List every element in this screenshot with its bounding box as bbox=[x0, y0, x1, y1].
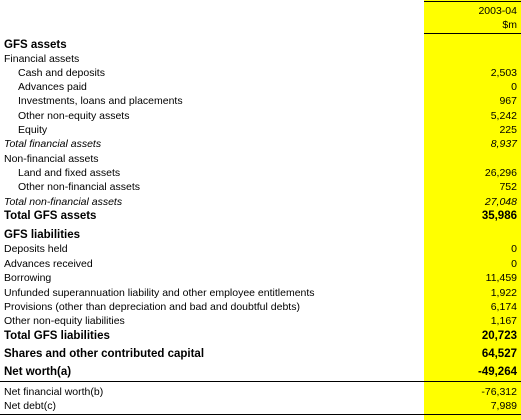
row-value: 26,296 bbox=[484, 167, 517, 179]
table-row bbox=[0, 228, 521, 242]
row-value: 1,167 bbox=[490, 315, 517, 327]
row-label: Other non-equity assets bbox=[18, 110, 130, 122]
table-row bbox=[0, 80, 521, 94]
row-label: Total GFS liabilities bbox=[4, 330, 110, 342]
row-label: Land and fixed assets bbox=[18, 167, 121, 179]
row-label: GFS liabilities bbox=[4, 229, 81, 241]
row-label: GFS assets bbox=[4, 39, 67, 51]
row-value: 967 bbox=[499, 95, 517, 107]
row-value: -76,312 bbox=[481, 386, 517, 398]
header-period-row bbox=[0, 4, 521, 18]
net-worth-separator bbox=[0, 381, 521, 382]
bottom-border-line bbox=[0, 414, 521, 415]
row-label: Advances received bbox=[4, 258, 93, 270]
row-value: 7,989 bbox=[490, 400, 517, 412]
row-value: 752 bbox=[499, 181, 517, 193]
table-row bbox=[0, 399, 521, 413]
table-row bbox=[0, 300, 521, 314]
row-value: -49,264 bbox=[477, 366, 517, 378]
table-row bbox=[0, 38, 521, 52]
table-row bbox=[0, 286, 521, 300]
table-row bbox=[0, 94, 521, 108]
row-label: Total GFS assets bbox=[4, 210, 97, 222]
row-value: 11,459 bbox=[485, 272, 517, 284]
row-value: 0 bbox=[511, 243, 517, 255]
column-header-period: 2003-04 bbox=[478, 5, 517, 17]
column-header-unit: $m bbox=[502, 19, 517, 31]
table-row bbox=[0, 195, 521, 209]
row-label: Shares and other contributed capital bbox=[4, 348, 205, 360]
header-unit-row bbox=[0, 18, 521, 32]
row-label: Deposits held bbox=[4, 243, 68, 255]
row-value: 5,242 bbox=[490, 110, 517, 122]
row-value: 6,174 bbox=[490, 301, 517, 313]
row-label: Cash and deposits bbox=[18, 67, 105, 79]
table-row bbox=[0, 137, 521, 151]
table-row bbox=[0, 347, 521, 361]
table-row bbox=[0, 52, 521, 66]
table-row bbox=[0, 123, 521, 137]
row-label: Net worth(a) bbox=[4, 366, 72, 378]
table-row bbox=[0, 109, 521, 123]
row-value: 225 bbox=[499, 124, 517, 136]
row-value: 1,922 bbox=[490, 287, 517, 299]
table-row bbox=[0, 385, 521, 399]
row-label: Net debt(c) bbox=[4, 400, 56, 412]
table-row bbox=[0, 314, 521, 328]
row-value bbox=[424, 228, 517, 242]
row-value: 0 bbox=[511, 81, 517, 93]
row-label: Other non-financial assets bbox=[18, 181, 140, 193]
row-value bbox=[424, 38, 517, 52]
table-row bbox=[0, 365, 521, 379]
row-label: Unfunded superannuation liability and other employee entitlements bbox=[4, 287, 315, 299]
row-label: Other non-equity liabilities bbox=[4, 315, 125, 327]
row-value: 27,048 bbox=[484, 196, 517, 208]
row-value: 20,723 bbox=[481, 330, 517, 342]
table-row bbox=[0, 271, 521, 285]
table-row bbox=[0, 242, 521, 256]
row-label: Total financial assets bbox=[4, 138, 102, 150]
row-label: Investments, loans and placements bbox=[18, 95, 183, 107]
row-label: Advances paid bbox=[18, 81, 87, 93]
row-label: Financial assets bbox=[4, 53, 80, 65]
table-row bbox=[0, 152, 521, 166]
row-value bbox=[424, 152, 517, 166]
row-label: Equity bbox=[18, 124, 48, 136]
table-row bbox=[0, 180, 521, 194]
table-row bbox=[0, 166, 521, 180]
row-value: 64,527 bbox=[481, 348, 517, 360]
row-value bbox=[424, 52, 517, 66]
table-row bbox=[0, 329, 521, 343]
row-value: 8,937 bbox=[490, 138, 517, 150]
row-label: Total non-financial assets bbox=[4, 196, 123, 208]
top-border-line bbox=[424, 1, 521, 2]
row-label: Non-financial assets bbox=[4, 153, 99, 165]
row-value: 35,986 bbox=[481, 210, 517, 222]
table-row bbox=[0, 209, 521, 223]
row-label: Borrowing bbox=[4, 272, 52, 284]
row-label: Provisions (other than depreciation and bad and doubtful debts) bbox=[4, 301, 300, 313]
table-row bbox=[0, 257, 521, 271]
row-label: Net financial worth(b) bbox=[4, 386, 104, 398]
header-underline bbox=[424, 33, 521, 34]
table-row bbox=[0, 66, 521, 80]
row-value: 0 bbox=[511, 258, 517, 270]
row-value: 2,503 bbox=[490, 67, 517, 79]
